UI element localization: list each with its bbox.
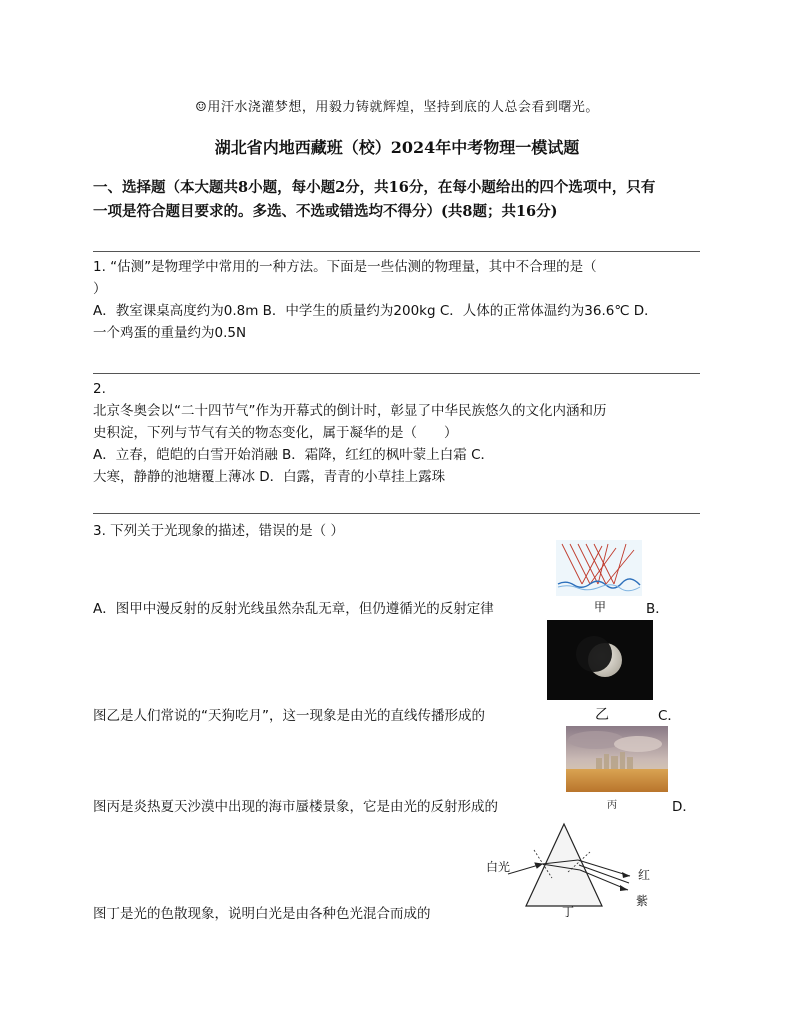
q3-label-b: B． <box>646 601 669 617</box>
q3-option-a: A．图甲中漫反射的反射光线虽然杂乱无章，但仍遵循光的反射定律 <box>93 601 494 617</box>
section-heading-line2: 一项是符合题目要求的。多选、不选或错选均不得分）(共8题；共16分) <box>93 203 558 220</box>
q1-options-line2: 一个鸡蛋的重量约为0.5N <box>93 325 247 341</box>
divider-q2 <box>93 373 700 374</box>
q3-option-d: 图丁是光的色散现象，说明白光是由各种色光混合而成的 <box>93 906 431 922</box>
figure-caption-ding: 丁 <box>561 905 574 919</box>
q2-stem-line1: 北京冬奥会以“二十四节气”作为开幕式的倒计时，彰显了中华民族悠久的文化内涵和历 <box>93 403 607 419</box>
page-title: 湖北省内地西藏班（校）2024年中考物理一模试题 <box>214 138 580 157</box>
q1-stem-line2: ） <box>93 281 107 297</box>
q1-stem-line1: 1. “估测”是物理学中常用的一种方法。下面是一些估测的物理量，其中不合理的是（ <box>93 259 597 275</box>
figure-caption-bing: 丙 <box>607 800 617 811</box>
prism-label-red: 红 <box>637 868 650 882</box>
q3-stem: 3. 下列关于光现象的描述，错误的是（ ） <box>93 523 344 539</box>
figure-diffuse-reflection <box>556 540 642 596</box>
divider-q1 <box>93 251 700 252</box>
figure-lunar-eclipse <box>547 620 653 700</box>
mirage-photo <box>566 726 668 792</box>
question-1 <box>93 256 705 344</box>
section-heading <box>93 176 705 224</box>
figure-caption-yi: 乙 <box>595 707 609 723</box>
prism-label-violet: 紫 <box>635 894 648 908</box>
diffuse-reflection-diagram <box>556 540 642 596</box>
figure-mirage <box>566 726 668 792</box>
prism-label-white-light: 白光 <box>486 860 511 874</box>
figure-caption-jia: 甲 <box>593 600 606 614</box>
section-heading-line1: 一、选择题（本大题共8小题，每小题2分，共16分，在每小题给出的四个选项中，只有 <box>93 179 656 196</box>
divider-q3 <box>93 513 700 514</box>
q2-options-line1: A．立春，皑皑的白雪开始消融 B．霜降，红红的枫叶蒙上白霜 C． <box>93 447 495 463</box>
q1-options-line1: A．教室课桌高度约为0.8m B．中学生的质量约为200kg C．人体的正常体温约为36.6℃ D． <box>93 303 658 319</box>
q2-number: 2. <box>93 381 106 397</box>
q2-options-line2: 大寒，静静的池塘覆上薄冰 D．白露，青青的小草挂上露珠 <box>93 469 446 485</box>
q3-label-c: C． <box>658 708 681 724</box>
q2-stem-line2: 史积淀，下列与节气有关的物态变化，属于凝华的是（ ） <box>93 425 458 441</box>
q3-label-d: D． <box>672 799 696 815</box>
motto: ☺用汗水浇灌梦想，用毅力铸就辉煌，坚持到底的人总会看到曙光。 <box>195 100 599 115</box>
q3-option-b: 图乙是人们常说的“天狗吃月”，这一现象是由光的直线传播形成的 <box>93 708 485 724</box>
q3-option-c: 图丙是炎热夏天沙漠中出现的海市蜃楼景象，它是由光的反射形成的 <box>93 799 498 815</box>
lunar-eclipse-photo <box>547 620 653 700</box>
question-2 <box>93 378 705 488</box>
